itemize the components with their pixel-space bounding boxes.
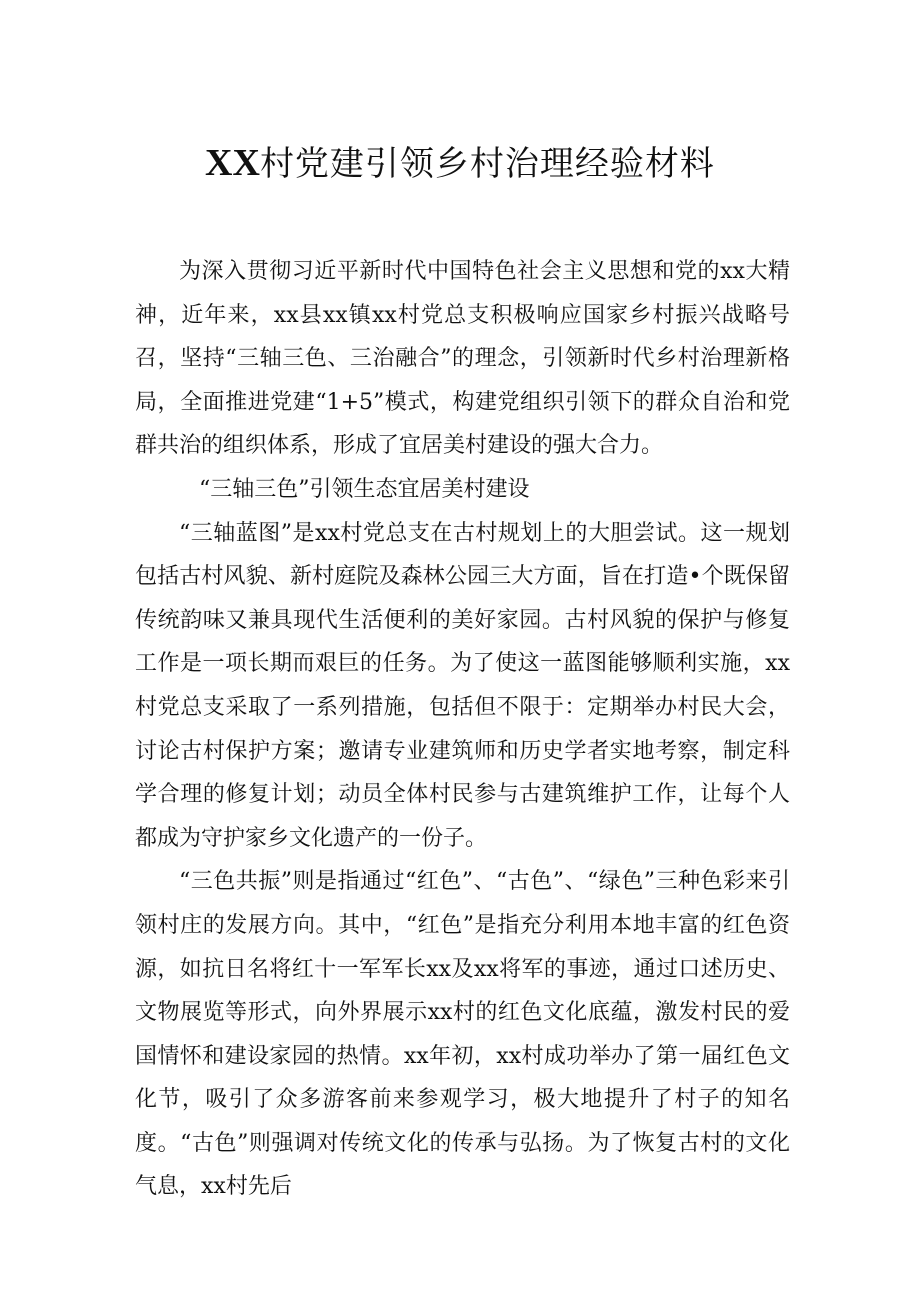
paragraph-intro: 为深入贯彻习近平新时代中国特色社会主义思想和党的xx大精神，近年来，xx县xx镇xx村党总支积极响应国家乡村振兴战略号召，坚持“三轴三色、三治融合”的理念，引领新时代乡村治理新格局，全面推进党建“1+5”模式，构建党组织引领下的群众自治和党群共治的组织体系，形成了宜居美村建设的强大合力。 (135, 259, 790, 459)
section-heading: “三轴三色”引领生态宜居美村建设 (199, 476, 530, 502)
document-title (0, 136, 920, 185)
title-prefix: XX (205, 142, 260, 184)
document-body (135, 250, 790, 1209)
paragraph-three-color: “三色共振”则是指通过“红色”、“古色”、“绿色”三种色彩来引领村庄的发展方向。其中，“红色”是指充分利用本地丰富的红色资源，如抗日名将红十一军军长xx及xx将军的事迹，通过口述历史、文物展览等形式，向外界展示xx村的红色文化底蕴，激发村民的爱国情怀和建设家园的热情。xx年初，xx村成功举办了第一届红色文化节，吸引了众多游客前来参观学习，极大地提升了村子的知名度。“古色”则强调对传统文化的传承与弘扬。为了恢复古村的文化气息，xx村先后 (135, 869, 790, 1200)
paragraph-three-axis: “三轴蓝图”是xx村党总支在古村规划上的大胆尝试。这一规划包括古村风貌、新村庭院及森林公园三大方面，旨在打造•个既保留传统韵味又兼具现代生活便利的美好家园。古村风貌的保护与修复工作是一项长期而艰巨的任务。为了使这一蓝图能够顺利实施，xx村党总支采取了一系列措施，包括但不限于：定期举办村民大会，讨论古村保护方案；邀请专业建筑师和历史学者实地考察，制定科学合理的修复计划；动员全体村民参与古建筑维护工作，让每个人都成为守护家乡文化遗产的一份子。 (135, 520, 790, 851)
title-text: 村党建引领乡村治理经验材料 (259, 144, 715, 184)
